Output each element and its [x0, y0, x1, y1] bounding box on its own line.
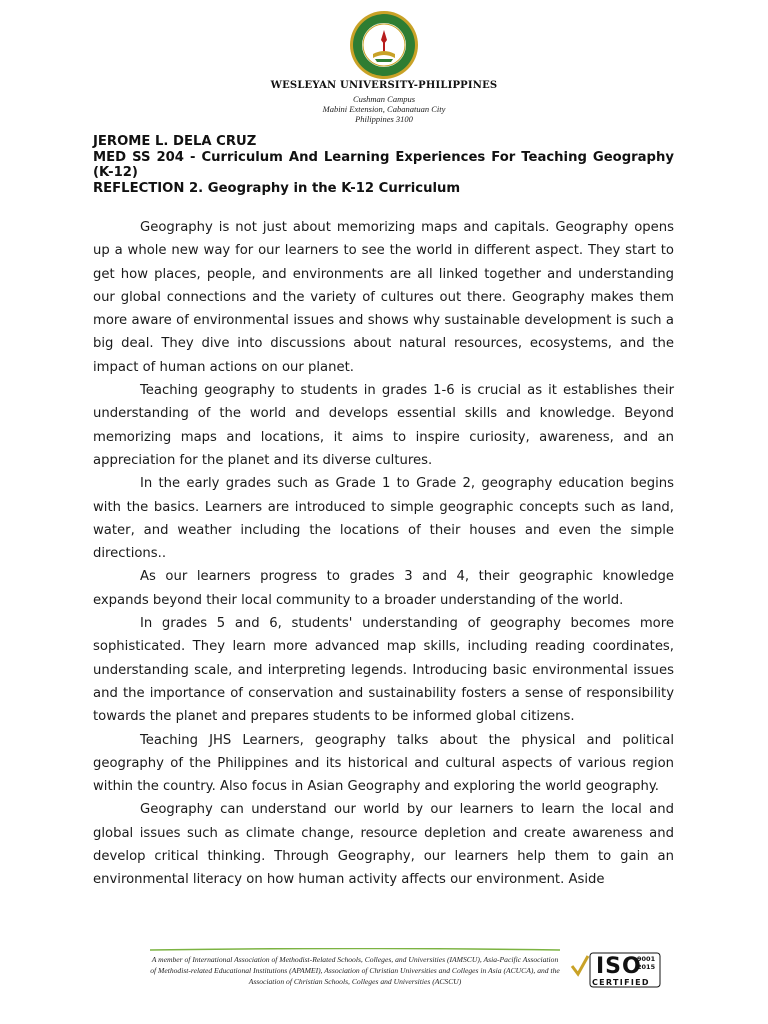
university-seal-icon	[349, 10, 419, 80]
paragraph: In grades 5 and 6, students' understanding of geography becomes more sophisticated. They learn more advanced map skills, including reading coordinates, understanding scale, and interpreting legends. Introducing basic environmental issues and the importance of conservation and sustainability fosters a sense of responsibility towards the planet and prepares students to be informed global citizens.	[93, 616, 674, 725]
author-name: JEROME L. DELA CRUZ	[93, 134, 257, 149]
letterhead	[0, 0, 768, 130]
institution-country: Philippines 3100	[355, 114, 413, 124]
paragraph: Teaching geography to students in grades 1-6 is crucial as it establishes their understanding of the world and develops essential skills and knowledge. Beyond memorizing maps and locations, it aims to inspire curiosity, awareness, and an appreciation for the planet and its diverse cultures.	[93, 383, 674, 468]
paragraph: Teaching JHS Learners, geography talks about the physical and political geography of the Philippines and its historical and cultural aspects of various region within the country. Also focus in Asian Geography and exploring the world geography.	[93, 732, 674, 795]
paragraph: In the early grades such as Grade 1 to Grade 2, geography education begins with the basics. Learners are introduced to simple geographic concepts such as land, water, and weather including the locations of their houses and even the simple directions..	[93, 476, 674, 562]
iso-certified-label: CERTIFIED	[592, 978, 650, 987]
iso-standard: 9001 2015	[637, 955, 656, 971]
document-heading	[93, 134, 674, 196]
reflection-title: REFLECTION 2. Geography in the K-12 Curriculum	[93, 180, 461, 196]
institution-address: Mabini Extension, Cabanatuan City	[322, 104, 446, 114]
document-body	[93, 216, 674, 892]
iso-mark: ISO	[596, 954, 642, 979]
footer-rule	[150, 948, 560, 951]
paragraph: Geography can understand our world by our learners to learn the local and global issues such as climate change, resource depletion and create awareness and develop critical thinking. Through Geography, our learners help them to gain an environmental literacy on how human activity affects our environment. Aside	[93, 802, 674, 888]
paragraph: As our learners progress to grades 3 and 4, their geographic knowledge expands beyond their local community to a broader understanding of the world.	[93, 569, 674, 608]
membership-statement: A member of International Association of Methodist-Related Schools, Colleges, and Universities (IAMSCU), Asia-Pacific Association of Methodist-related Educational Institutions (APAMEI), Association of Christian Universities and Colleges in Asia (ACUCA), and the Association of Christian Schools, Colleges and Universities (ACSCU)	[150, 955, 560, 986]
institution-name: WESLEYAN UNIVERSITY-PHILIPPINES	[270, 80, 498, 91]
letterhead-footer	[0, 940, 768, 1004]
institution-campus: Cushman Campus	[352, 94, 416, 104]
course-title: MED SS 204 - Curriculum And Learning Experiences For Teaching Geography (K-12)	[93, 149, 674, 180]
paragraph: Geography is not just about memorizing maps and capitals. Geography opens up a whole new way for our learners to see the world in different aspect. They start to get how places, people, and environments are all linked together and understanding our global connections and the variety of cultures out there. Geography makes them more aware of environmental issues and shows why sustainable development is such a big deal. They dive into discussions about natural resources, ecosystems, and the impact of human actions on our planet.	[93, 220, 674, 375]
